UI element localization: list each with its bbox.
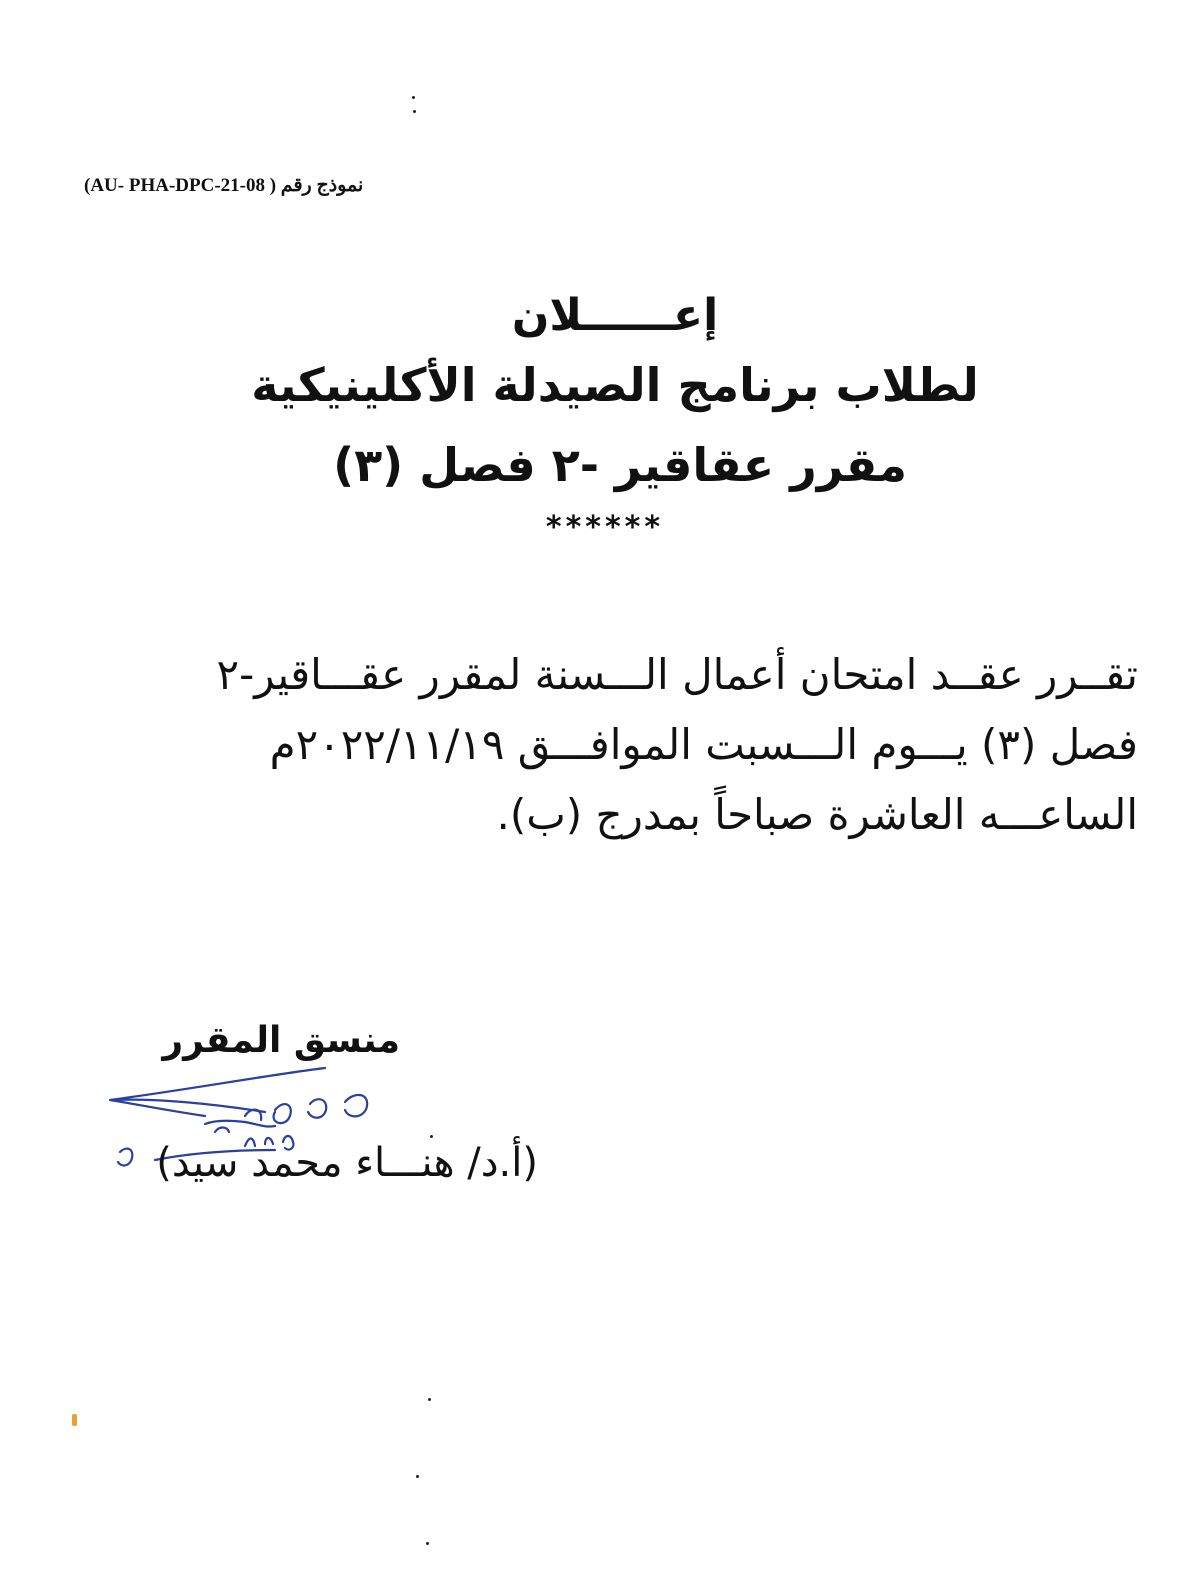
course-heading: مقرر عقاقير -٢ فصل (٣) — [333, 438, 907, 492]
scan-speck — [413, 110, 416, 113]
coordinator-name: (أ.د/ هنـــاء محمد سيد) — [156, 1140, 538, 1186]
scan-speck — [426, 1542, 429, 1545]
scan-speck — [412, 96, 415, 99]
form-number: نموذج رقم ( AU- PHA-DPC-21-08) — [84, 175, 364, 196]
body-line-3: الساعـــه العاشرة صباحاً بمدرج (ب). — [496, 790, 1138, 839]
scan-speck — [416, 1475, 419, 1478]
scan-speck — [72, 1414, 77, 1426]
heading-separator: ****** — [545, 510, 665, 545]
scan-speck — [428, 1398, 431, 1401]
coordinator-title: منسق المقرر — [162, 1020, 400, 1061]
announcement-body — [88, 640, 1138, 850]
announcement-heading: إعــــــلان — [511, 290, 719, 341]
body-line-1: تقــرر عقــد امتحان أعمال الـــسنة لمقرر عقـــاقير-٢ — [216, 650, 1138, 699]
body-line-2: فصل (٣) يـــوم الـــسبت الموافـــق ٢٠٢٢/١١/١٩م — [269, 720, 1138, 769]
program-heading: لطلاب برنامج الصيدلة الأكلينيكية — [251, 358, 979, 412]
scan-speck — [430, 1135, 433, 1138]
